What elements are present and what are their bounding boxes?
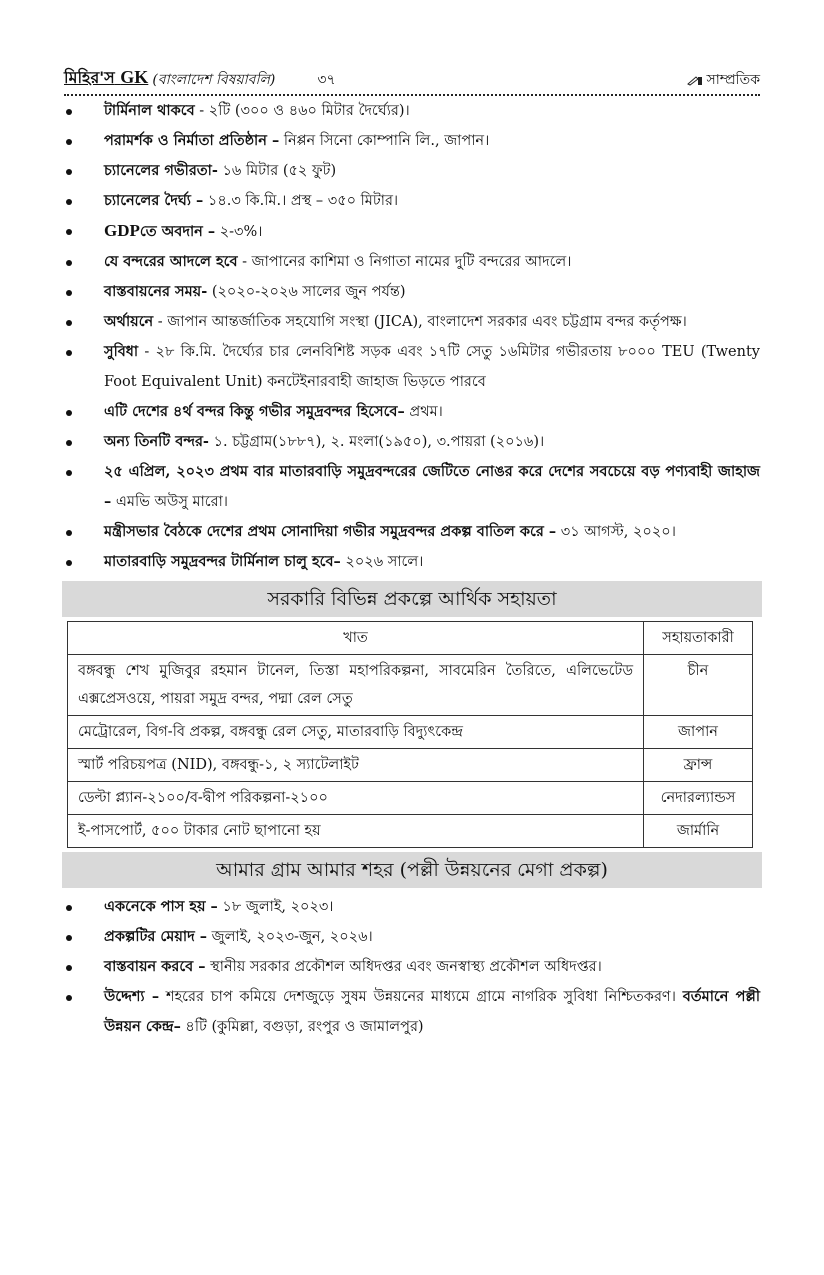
item-value: ১. চট্টগ্রাম(১৮৮৭), ২. মংলা(১৯৫০), ৩.পায়রা (২০১৬)। [208, 434, 545, 450]
page-header [64, 68, 760, 96]
list-item [64, 216, 760, 247]
item-value: নিপ্পন সিনো কোম্পানি লি., জাপান। [279, 133, 490, 149]
aid-section-title: সরকারি বিভিন্ন প্রকল্পে আর্থিক সহায়তা [62, 581, 762, 617]
cell-field: স্মার্ট পরিচয়পত্র (NID), বঙ্গবন্ধু-১, ২ স্যাটেলাইট [68, 749, 644, 782]
item-label: অর্থায়নে [104, 313, 154, 330]
column-header-field: খাত [68, 622, 644, 655]
item-value: - ২৮ কি.মি. দৈর্ঘ্যের চার লেনবিশিষ্ট সড়ক এবং ১৭টি সেতু ১৬মিটার গভীরতায় ৮০০০ TEU (Twenty Foot Equivalent Unit) কনটেইনারবাহী জাহাজ ভিড়তে পারবে [104, 344, 760, 390]
list-item [64, 892, 760, 922]
cell-donor: নেদারল্যান্ডস [644, 782, 753, 815]
writing-hand-icon [687, 74, 703, 86]
list-item [64, 427, 760, 457]
item-label: প্রকল্পটির মেয়াদ – [104, 928, 207, 945]
brand-name: মিহির'স [64, 68, 115, 87]
bullet-icon [66, 410, 72, 416]
bullet-icon [66, 290, 72, 296]
item-value: ১৮ জুলাই, ২০২৩। [217, 899, 334, 915]
list-item [64, 397, 760, 427]
bullet-icon [66, 470, 72, 476]
cell-donor: ফ্রান্স [644, 749, 753, 782]
item-label: মাতারবাড়ি সমুদ্রবন্দর টার্মিনাল চালু হবে– [104, 553, 341, 570]
list-item [64, 156, 760, 186]
list-item [64, 96, 760, 126]
item-label: যে বন্দরের আদলে হবে [104, 253, 238, 270]
cell-donor: জাপান [644, 716, 753, 749]
list-item [64, 952, 760, 982]
item-label: চ্যানেলের দৈর্ঘ্য – [104, 192, 204, 209]
bullet-icon [66, 440, 72, 446]
cell-field: ই-পাসপোর্ট, ৫০০ টাকার নোট ছাপানো হয় [68, 815, 644, 848]
item-label: তে অবদান – [139, 223, 216, 240]
list-item [64, 277, 760, 307]
item-label: পরামর্শক ও নির্মাতা প্রতিষ্ঠান – [104, 132, 280, 149]
table-row [68, 749, 753, 782]
item-label: এটি দেশের ৪র্থ বন্দর কিন্তু গভীর সমুদ্রবন্দর হিসেবে– [104, 403, 405, 420]
item-value: - জাপান আন্তর্জাতিক সহযোগি সংস্থা (JICA), বাংলাদেশ সরকার এবং চট্টগ্রাম বন্দর কর্তৃপক্ষ। [153, 314, 687, 330]
cell-field: বঙ্গবন্ধু শেখ মুজিবুর রহমান টানেল, তিস্তা মহাপরিকল্পনা, সাবমেরিন তৈরিতে, এলিভেটেড এক্সপ্রেসওয়ে, পায়রা সমুদ্র বন্দর, পদ্মা রেল সেতু [68, 655, 644, 716]
list-item [64, 307, 760, 337]
list-item [64, 517, 760, 547]
item-value: - ২টি (৩০০ ও ৪৬০ মিটার দৈর্ঘ্যের)। [194, 103, 410, 119]
item-value: ২-৩%। [215, 224, 263, 240]
list-item [64, 186, 760, 216]
bullet-icon [66, 260, 72, 266]
item-label: একনেকে পাস হয় – [104, 898, 218, 915]
bullet-icon [66, 139, 72, 145]
list-item [64, 547, 760, 577]
bullet-icon [66, 320, 72, 326]
bullet-icon [66, 169, 72, 175]
bullet-icon [66, 229, 72, 235]
bullet-icon [66, 935, 72, 941]
bullet-icon [66, 109, 72, 115]
item-value: (২০২০-২০২৬ সালের জুন পর্যন্ত) [207, 284, 406, 300]
item-value: প্রথম। [404, 404, 443, 420]
item-value: জুলাই, ২০২৩-জুন, ২০২৬। [207, 929, 373, 945]
item-label-2: বর্তমানে পল্লী উন্নয়ন কেন্দ্র– [104, 988, 760, 1035]
item-value: ১৬ মিটার (৫২ ফুট) [217, 163, 337, 179]
item-value-2: ৪টি (কুমিল্লা, বগুড়া, রংপুর ও জামালপুর) [180, 1019, 424, 1035]
village-facts-list [64, 892, 760, 1042]
item-value: ১৪.৩ কি.মি.। প্রস্থ – ৩৫০ মিটার। [203, 193, 399, 209]
table-row [68, 782, 753, 815]
cell-field: ডেল্টা প্ল্যান-২১০০/ব-দ্বীপ পরিকল্পনা-২১০০ [68, 782, 644, 815]
book-brand [64, 65, 148, 92]
item-value: শহরের চাপ কমিয়ে দেশজুড়ে সুষম উন্নয়নের মাধ্যমে গ্রামে নাগরিক সুবিধা নিশ্চিতকরণ। [159, 989, 683, 1005]
list-item [64, 922, 760, 952]
list-item [64, 247, 760, 277]
item-value: স্থানীয় সরকার প্রকৌশল অধিদপ্তর এবং জনস্বাস্থ্য প্রকৌশল অধিদপ্তর। [205, 959, 602, 975]
item-label: চ্যানেলের গভীরতা- [104, 162, 218, 179]
bullet-icon [66, 560, 72, 566]
item-value: এমভি অউসু মারো। [111, 494, 228, 510]
item-label: ২৫ এপ্রিল, ২০২৩ প্রথম বার মাতারবাড়ি সমুদ্রবন্দরের জেটিতে নোঙর করে দেশের সবচেয়ে বড় পণ্যবাহী জাহাজ – [104, 463, 760, 510]
item-label: মন্ত্রীসভার বৈঠকে দেশের প্রথম সোনাদিয়া গভীর সমুদ্রবন্দর প্রকল্প বাতিল করে – [104, 523, 557, 540]
aid-table [67, 621, 753, 848]
item-label: অন্য তিনটি বন্দর- [104, 433, 209, 450]
list-item [64, 337, 760, 397]
item-label: সুবিধা [104, 343, 139, 360]
column-header-donor: সহায়তাকারী [644, 622, 753, 655]
cell-donor: জার্মানি [644, 815, 753, 848]
item-label: বাস্তবায়নের সময়- [104, 283, 208, 300]
list-item [64, 457, 760, 517]
cell-field: মেট্রোরেল, বিগ-বি প্রকল্প, বঙ্গবন্ধু রেল সেতু, মাতারবাড়ি বিদ্যুৎকেন্দ্র [68, 716, 644, 749]
cell-donor: চীন [644, 655, 753, 716]
village-section-title: আমার গ্রাম আমার শহর (পল্লী উন্নয়নের মেগা প্রকল্প) [62, 852, 762, 888]
bullet-icon [66, 350, 72, 356]
brand-gk: GK [120, 67, 149, 87]
item-value: ২০২৬ সালে। [340, 554, 424, 570]
section-label [687, 68, 760, 92]
item-label-latin: GDP [104, 221, 140, 240]
bullet-icon [66, 995, 72, 1001]
book-subtitle: (বাংলাদেশ বিষয়াবলি) [152, 72, 276, 88]
document-page [64, 68, 760, 1042]
item-label: উদ্দেশ্য – [104, 988, 160, 1005]
bullet-icon [66, 905, 72, 911]
item-label: বাস্তবায়ন করবে – [104, 958, 206, 975]
section-name: সাম্প্রতিক [706, 72, 760, 88]
table-row [68, 716, 753, 749]
table-row [68, 655, 753, 716]
bullet-icon [66, 530, 72, 536]
item-value: - জাপানের কাশিমা ও নিগাতা নামের দুটি বন্দরের আদলে। [237, 254, 572, 270]
list-item [64, 126, 760, 156]
item-value: ৩১ আগস্ট, ২০২০। [556, 524, 676, 540]
item-label: টার্মিনাল থাকবে [104, 102, 195, 119]
list-item [64, 982, 760, 1042]
bullet-icon [66, 965, 72, 971]
table-row [68, 815, 753, 848]
aid-table-header [68, 622, 753, 655]
page-number: ৩৭ [317, 72, 336, 88]
bullet-icon [66, 199, 72, 205]
matarbari-facts-list [64, 96, 760, 577]
